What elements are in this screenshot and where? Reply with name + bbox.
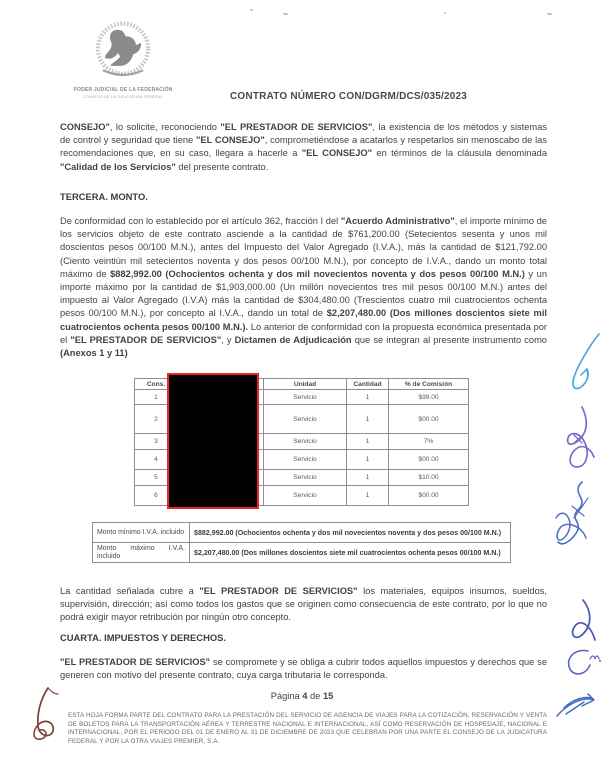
scan-speck	[444, 12, 446, 14]
signature-ink-mark-cyan	[566, 331, 604, 393]
heading-tercera-monto: TERCERA. MONTO.	[60, 191, 148, 202]
cell-cantidad: 1	[347, 390, 389, 405]
page-number: Página 4 de 15	[270, 691, 334, 701]
monto-min-label: Monto mínimo I.V.A. incluido	[93, 523, 190, 543]
table-row	[93, 543, 511, 563]
monto-max-amount: $2,207,480.00 (Dos millones doscientos siete mil cuatrocientos ochenta pesos 00/100 M.N.)	[190, 543, 511, 563]
mexican-coat-of-arms-seal	[86, 20, 160, 86]
cell-comision: 7%	[389, 434, 469, 450]
contract-number: CONTRATO NÚMERO CON/DGRM/DCS/035/2023	[230, 91, 468, 102]
cell-comision: $00.00	[389, 450, 469, 470]
signature-ink-mark-blue-scribble	[548, 478, 600, 552]
cell-unidad: Servicio	[264, 390, 347, 405]
cell-unidad: Servicio	[264, 450, 347, 470]
signature-ink-mark-blue-arrow	[554, 692, 598, 722]
cell-comision: $10.00	[389, 470, 469, 486]
footer-legal-text: ESTA HOJA FORMA PARTE DEL CONTRATO PARA LA PRESTACIÓN DEL SERVICIO DE AGENCIA DE VIAJES PARA LA COTIZACIÓN, RESERVACIÓN Y VENTA DE BOLETOS PARA LA TRANSPORTACIÓN AÉREA Y TERRESTRE NACIONAL E INTERNACIONAL, ASÍ COMO RESERVACIÓN DE HOSPEDAJE, NACIONAL E INTERNACIONAL, POR EL PERIODO DEL 01 DE ENERO AL 31 DE DICIEMBRE DE 2023 QUE CELEBRAN POR UNA PARTE EL CONSEJO DE LA JUDICATURA FEDERAL Y POR LA OTRA VIAJES PREMIER, S.A.	[68, 712, 547, 745]
cell-cantidad: 1	[347, 450, 389, 470]
monto-table	[92, 522, 511, 563]
heading-cuarta-impuestos: CUARTA. IMPUESTOS Y DERECHOS.	[60, 632, 226, 643]
cell-cantidad: 1	[347, 470, 389, 486]
cell-cons: 3	[135, 434, 178, 450]
cell-cons: 5	[135, 470, 178, 486]
paragraph-consejo-clause: CONSEJO", lo solicite, reconociendo "EL PRESTADOR DE SERVICIOS", la existencia de los métodos y sistemas de control y seguridad que tiene "EL CONSEJO", comprometiéndose a acatarlos y respetarlos sin menoscabo de las recomendaciones que, en su caso, llegara a hacerle a "EL CONSEJO" en términos de la cláusula denominada "Calidad de los Servicios" del presente contrato.	[60, 122, 548, 172]
col-header-cons: Cons.	[135, 379, 178, 390]
paragraph-impuestos: "EL PRESTADOR DE SERVICIOS" se compromete y se obliga a cubrir todos aquellos impuestos y derechos que se generen con motivo del presente contrato, cuya carga tributaria le corresponda.	[60, 657, 547, 681]
signature-ink-mark-blue-circle	[562, 647, 602, 679]
cell-unidad: Servicio	[264, 434, 347, 450]
handwritten-mark-bottom-left	[24, 686, 64, 746]
signature-ink-mark-violet	[558, 405, 602, 475]
cell-cons: 6	[135, 486, 178, 506]
col-header-unidad: Unidad	[264, 379, 347, 390]
cell-comision: $99.00	[389, 390, 469, 405]
redaction-black-box	[167, 373, 259, 509]
cell-comision: $00.00	[389, 405, 469, 434]
signature-ink-mark-blue-loop	[565, 598, 599, 644]
monto-max-label: Monto máximo I.V.A. incluido	[93, 543, 190, 563]
cell-cons: 2	[135, 405, 178, 434]
paragraph-cantidad-cubre: La cantidad señalada cubre a "EL PRESTADOR DE SERVICIOS" los materiales, equipos insumos, sueldos, supervisión, dirección; así como todos los gastos que se originen como consecuencia de este contrato, por lo que no podrá exigir mayor retribución por ningún otro concepto.	[60, 586, 547, 623]
cell-cantidad: 1	[347, 486, 389, 506]
cell-comision: $00.00	[389, 486, 469, 506]
cell-unidad: Servicio	[264, 486, 347, 506]
col-header-cantidad: Cantidad	[347, 379, 389, 390]
monto-min-amount: $882,992.00 (Ochocientos ochenta y dos mil novecientos noventa y dos pesos 00/100 M.N.)	[190, 523, 511, 543]
scan-speck	[547, 13, 552, 15]
org-name-line2: CONSEJO DE LA JUDICATURA FEDERAL	[83, 95, 163, 99]
col-header-comision: % de Comisión	[389, 379, 469, 390]
scan-speck	[250, 9, 253, 11]
org-name-line1: PODER JUDICIAL DE LA FEDERACIÓN	[73, 87, 173, 93]
scan-speck	[283, 13, 288, 15]
paragraph-monto-details: De conformidad con lo establecido por el artículo 362, fracción I del "Acuerdo Administrativo", el importe mínimo de los servicios objeto de este contrato asciende a la cantidad de $761,200.00 (Setecientos sesenta y unos mil doscientos pesos 00/100 M.N.), antes del Impuesto del Valor Agregado (I.V.A.), más la cantidad de $121,792.00 (Ciento veintiún mil setecientos noventa y dos pesos 00/100 M.N.), por concepto de I.V.A., dando un monto total máximo de $882,992.00 (Ochocientos ochenta y dos mil novecientos noventa y dos pesos 00/100 M.N.) y un importe máximo por la cantidad de $1,903,000.00 (Un millón novecientos tres mil pesos 00/100 M.N.) antes del impuesto al Valor Agregado (I.V.A) más la cantidad de $304,480.00 (Trescientos cuatro mil cuatrocientos ochenta pesos 00/100 M.N.), por concepto al I.V.A., dando un total de $2,207,480.00 (Dos millones doscientos siete mil cuatrocientos ochenta pesos 00/100 M.N.). Lo anterior de conformidad con la propuesta económica presentada por el "EL PRESTADOR DE SERVICIOS", y Dictamen de Adjudicación que se integran al presente instrumento como (Anexos 1 y 11)	[60, 216, 548, 359]
cell-cantidad: 1	[347, 405, 389, 434]
cell-unidad: Servicio	[264, 405, 347, 434]
cell-cantidad: 1	[347, 434, 389, 450]
cell-cons: 4	[135, 450, 178, 470]
table-row	[93, 523, 511, 543]
cell-unidad: Servicio	[264, 470, 347, 486]
cell-cons: 1	[135, 390, 178, 405]
